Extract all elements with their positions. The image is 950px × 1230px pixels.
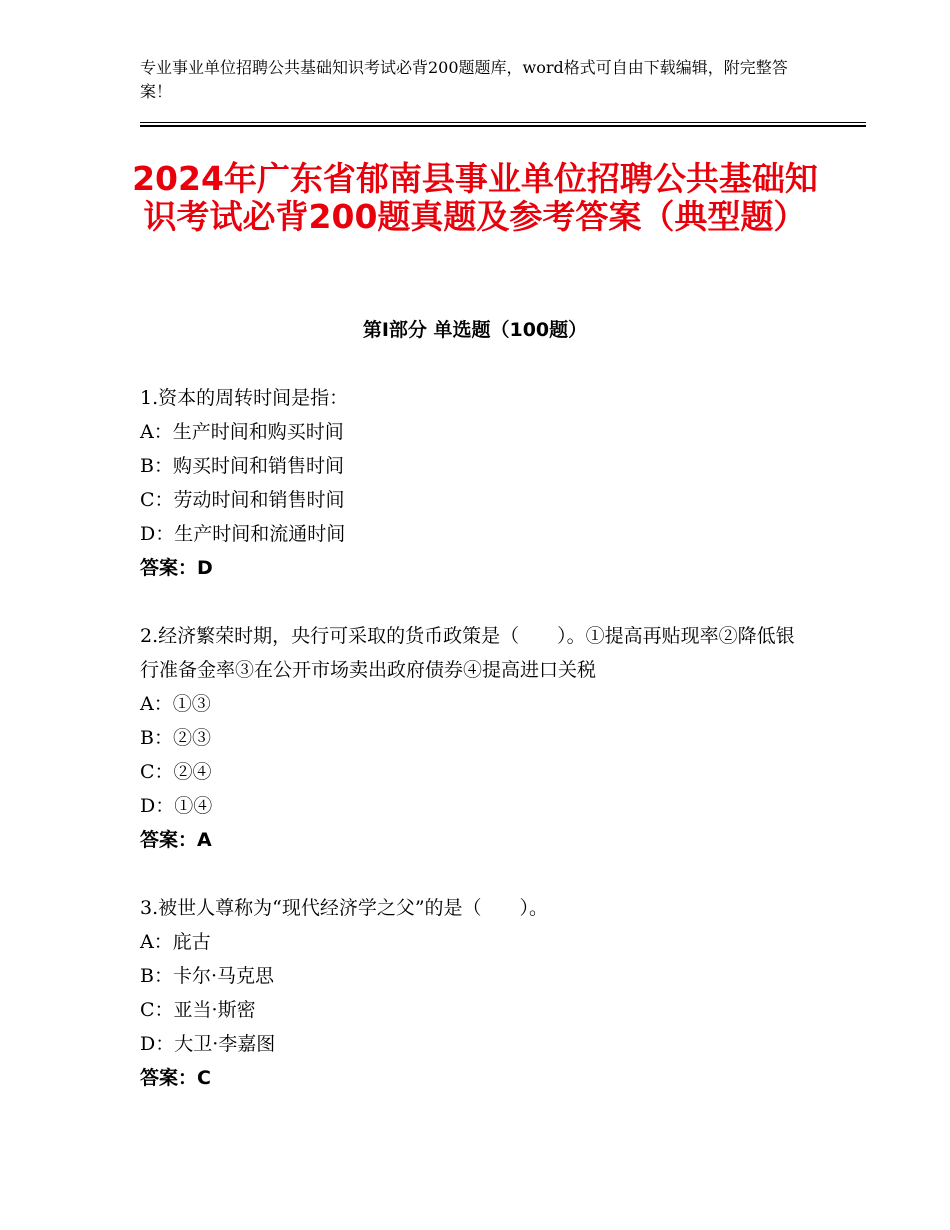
header-divider-thick <box>140 125 866 127</box>
option-d: D：大卫·李嘉图 <box>140 1033 276 1055</box>
header-note: 专业事业单位招聘公共基础知识考试必背200题题库，word格式可自由下载编辑，附完整答案！ <box>140 58 788 101</box>
option-b: B：购买时间和销售时间 <box>140 455 344 477</box>
answer: 答案：A <box>140 829 212 851</box>
option-c: C：②④ <box>140 761 212 783</box>
option-c: C：亚当·斯密 <box>140 999 256 1021</box>
option-b: B：②③ <box>140 727 211 749</box>
option-b: B：卡尔·马克思 <box>140 965 275 987</box>
document-title: 2024年广东省郁南县事业单位招聘公共基础知识考试必背200题真题及参考答案（典型题） <box>132 159 818 236</box>
question-1 <box>140 381 810 585</box>
option-a: A：庇古 <box>140 931 211 953</box>
answer: 答案：C <box>140 1067 211 1089</box>
option-d: D：①④ <box>140 795 213 817</box>
option-a: A：①③ <box>140 693 211 715</box>
header-divider-thin <box>140 122 866 123</box>
option-d: D：生产时间和流通时间 <box>140 523 346 545</box>
option-c: C：劳动时间和销售时间 <box>140 489 345 511</box>
answer: 答案：D <box>140 557 213 579</box>
section-heading: 第Ⅰ部分 单选题（100题） <box>362 319 588 341</box>
question-text: 2.经济繁荣时期，央行可采取的货币政策是（ ）。①提高再贴现率②降低银行准备金率③在公开市场卖出政府债券④提高进口关税 <box>140 625 795 681</box>
question-2 <box>140 619 810 857</box>
question-3 <box>140 891 810 1095</box>
question-text: 1.资本的周转时间是指： <box>140 387 349 409</box>
option-a: A：生产时间和购买时间 <box>140 421 344 443</box>
question-list <box>140 381 810 1129</box>
question-text: 3.被世人尊称为“现代经济学之父”的是（ ）。 <box>140 897 549 919</box>
